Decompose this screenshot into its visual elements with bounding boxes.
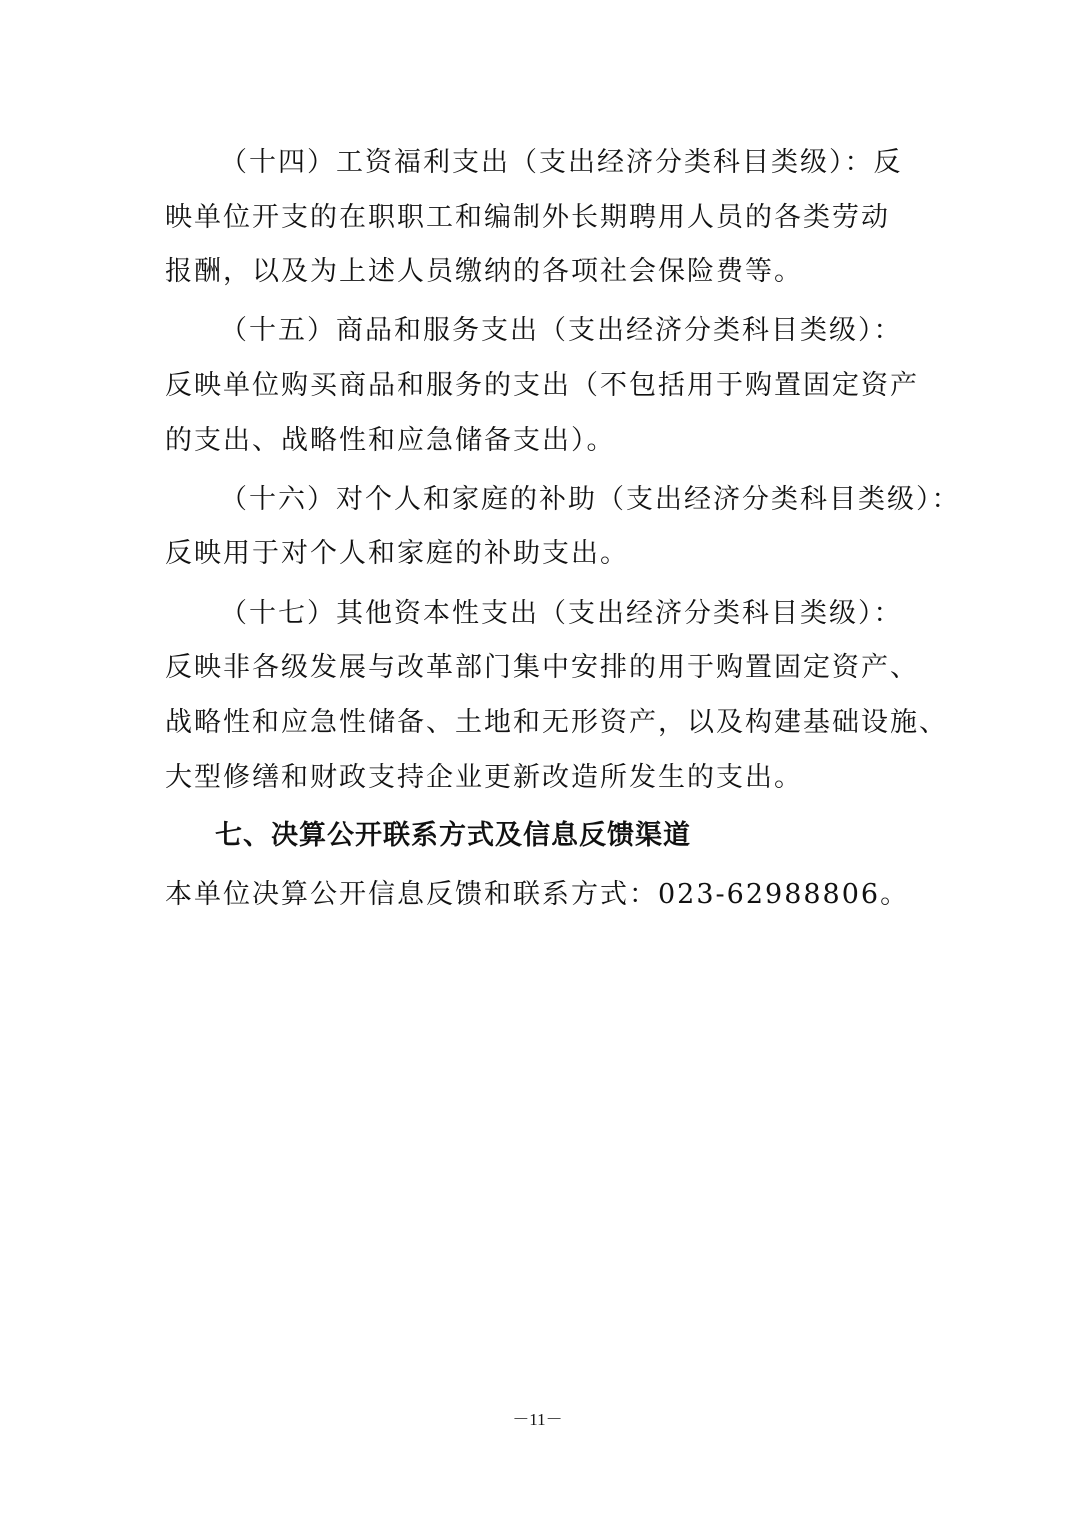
item-16-line-1: （十六）对个人和家庭的补助（支出经济分类科目类级）： — [220, 484, 961, 515]
item-14-line-3: 报酬，以及为上述人员缴纳的各项社会保险费等。 — [165, 256, 803, 287]
contact-line: 本单位决算公开信息反馈和联系方式：023-62988806。 — [165, 879, 910, 910]
item-16-line-2: 反映用于对个人和家庭的补助支出。 — [165, 538, 629, 569]
item-17-line-4: 大型修缮和财政支持企业更新改造所发生的支出。 — [165, 762, 803, 793]
item-14-line-2: 映单位开支的在职职工和编制外长期聘用人员的各类劳动 — [165, 202, 890, 233]
item-17-line-2: 反映非各级发展与改革部门集中安排的用于购置固定资产、 — [165, 652, 919, 683]
section-heading: 七、决算公开联系方式及信息反馈渠道 — [215, 820, 691, 851]
item-15-line-3: 的支出、战略性和应急储备支出）。 — [165, 425, 616, 456]
page-number: －11－ — [512, 1410, 563, 1429]
item-17-line-3: 战略性和应急性储备、土地和无形资产，以及构建基础设施、 — [165, 707, 948, 738]
item-14-line-1: （十四）工资福利支出（支出经济分类科目类级）：反 — [220, 147, 903, 178]
item-15-line-2: 反映单位购买商品和服务的支出（不包括用于购置固定资产 — [165, 370, 919, 401]
item-17-line-1: （十七）其他资本性支出（支出经济分类科目类级）： — [220, 598, 903, 629]
item-15-line-1: （十五）商品和服务支出（支出经济分类科目类级）： — [220, 315, 903, 346]
